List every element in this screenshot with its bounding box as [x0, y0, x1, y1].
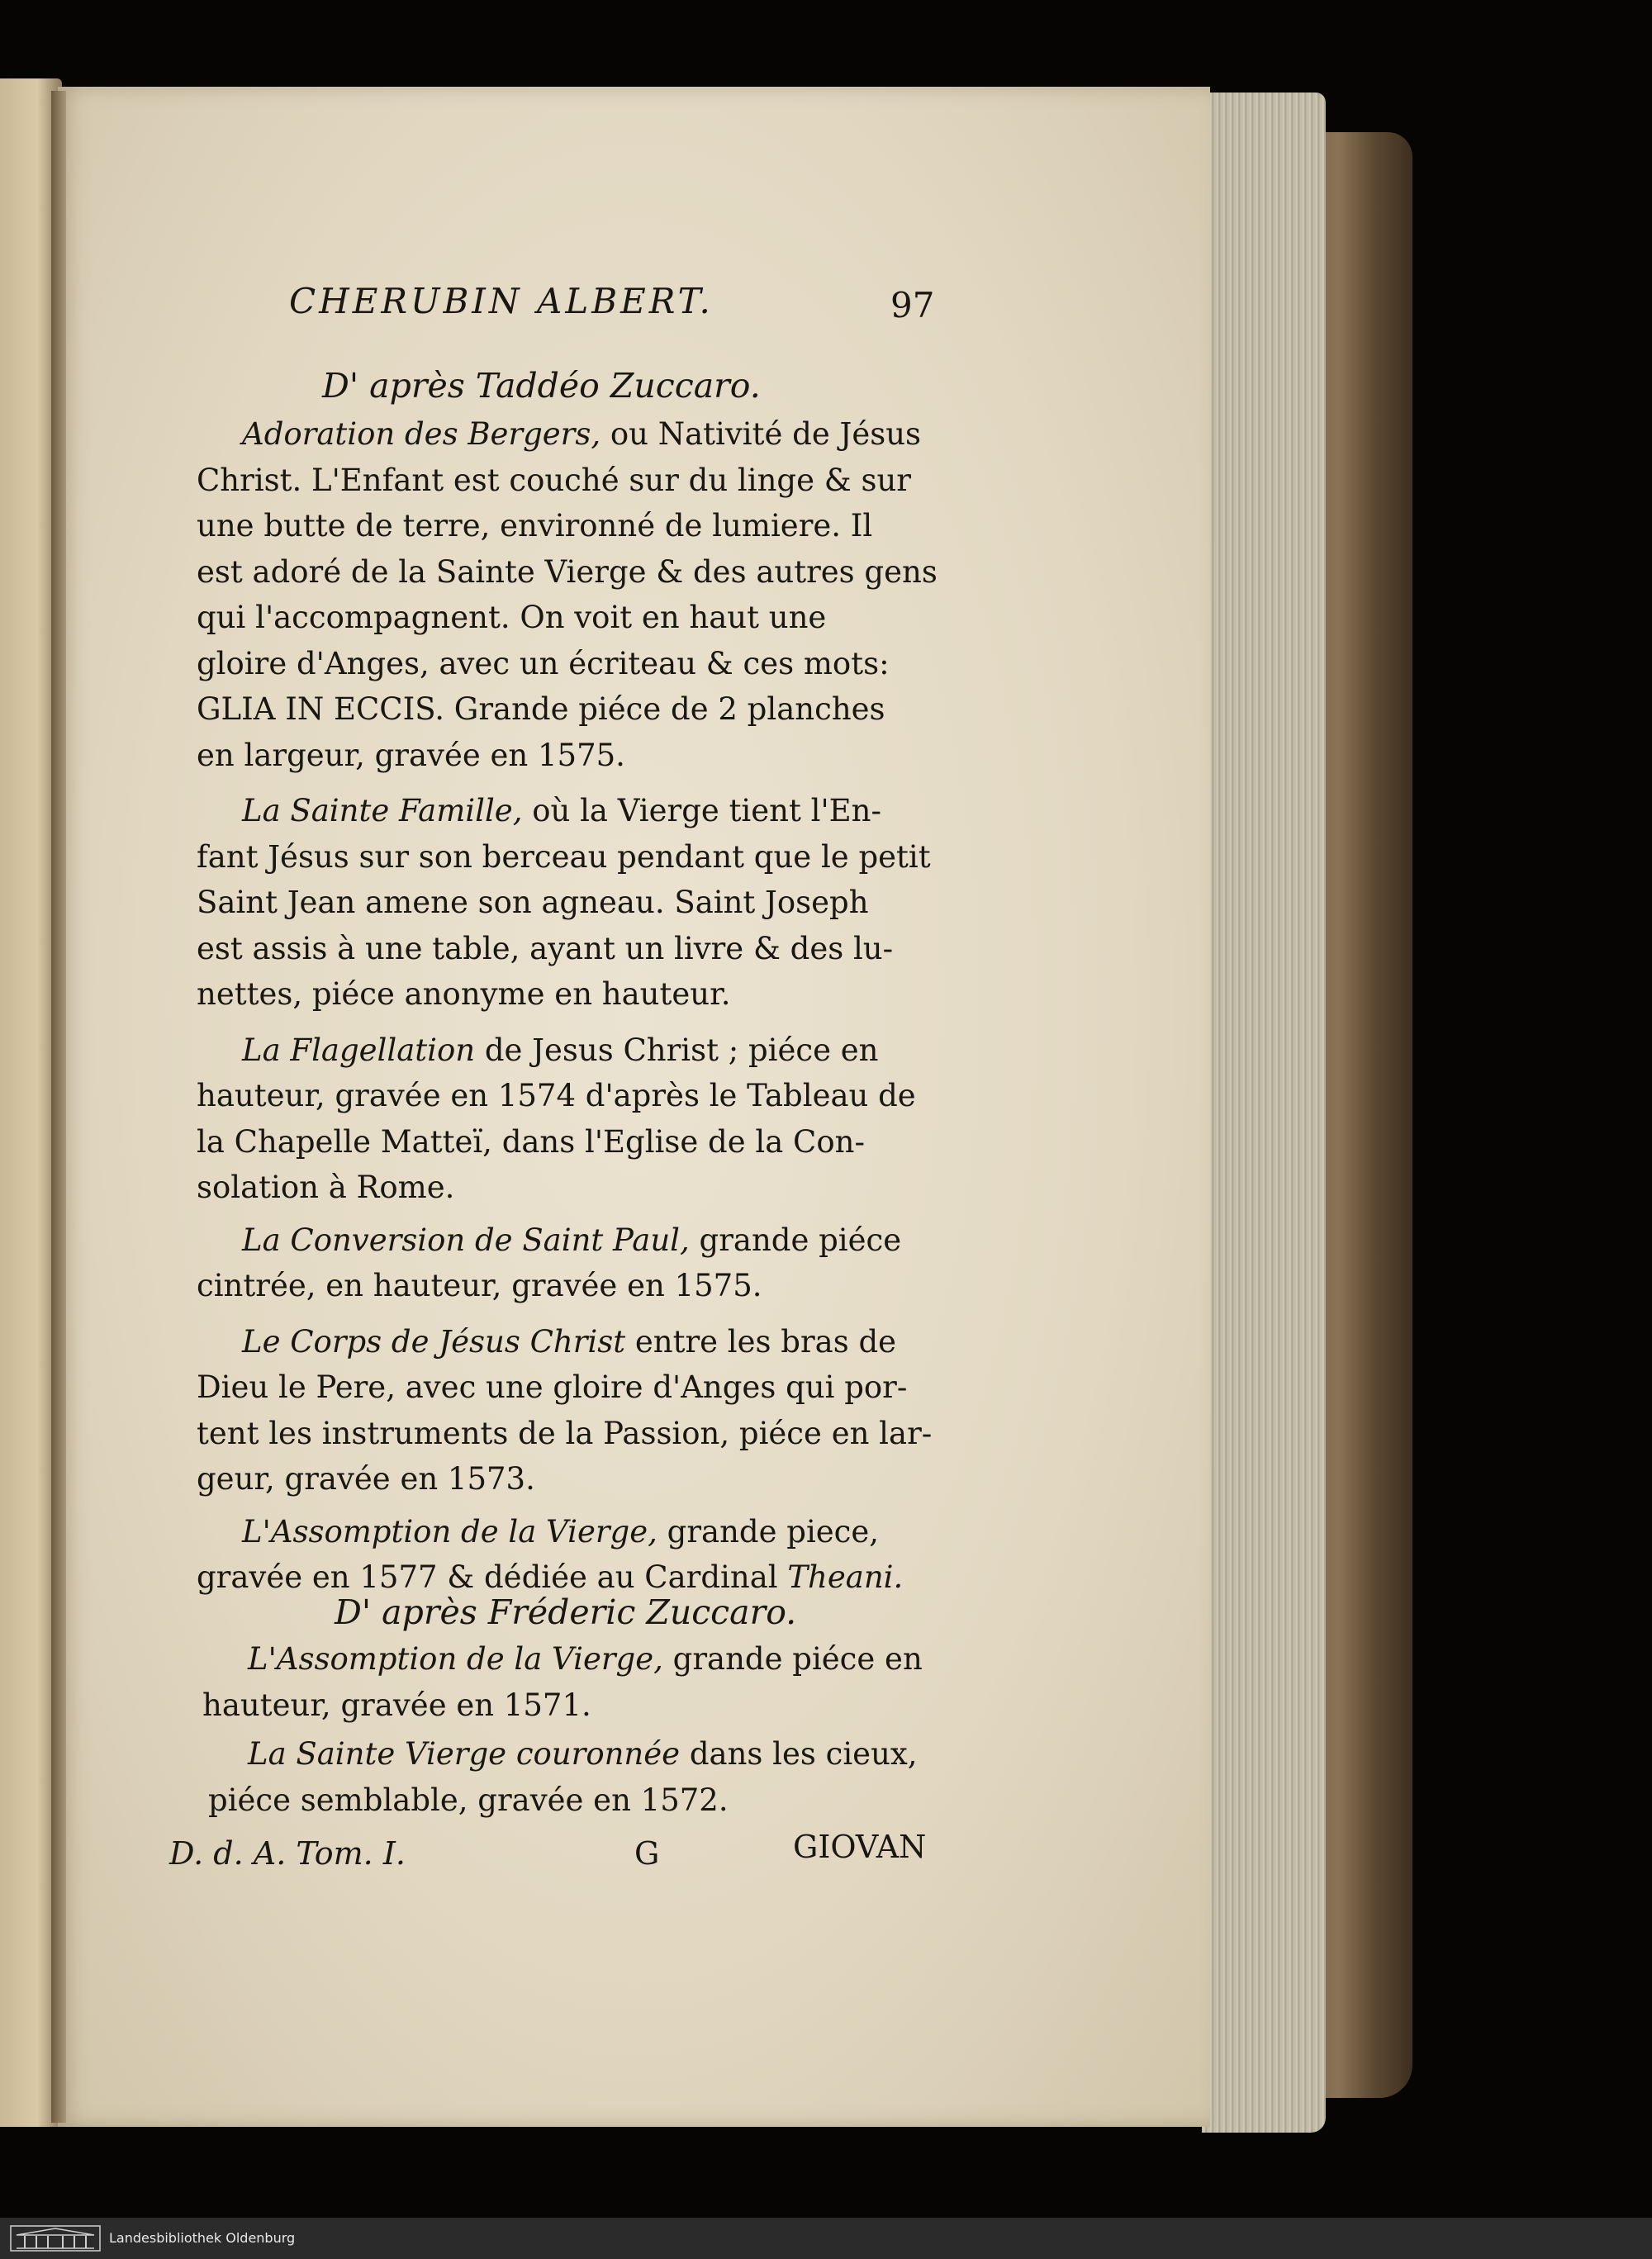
text-line — [242, 416, 922, 452]
text-line — [197, 737, 625, 773]
text-line — [242, 1032, 879, 1068]
line-text: grande piéce — [689, 1222, 902, 1258]
line-text: piéce semblable, gravée en 1572. — [208, 1782, 729, 1818]
line-text: fant Jésus sur son berceau pendant que le petit — [197, 838, 931, 875]
signature-letter: G — [634, 1835, 660, 1872]
line-text: dans les cieux, — [680, 1736, 918, 1772]
line-text: geur, gravée en 1573. — [197, 1461, 535, 1497]
library-building-icon — [10, 2225, 101, 2252]
text-line — [197, 930, 894, 966]
section-heading-taddeo: D' après Taddéo Zuccaro. — [322, 366, 761, 406]
line-text: ou Nativité de Jésus — [601, 416, 922, 452]
line-text: grande piece, — [657, 1513, 880, 1550]
work-title: La Sainte Vierge couronnée — [248, 1736, 681, 1772]
line-text: en largeur, gravée en 1575. — [197, 737, 625, 773]
line-text: de Jesus Christ ; piéce en — [475, 1032, 879, 1068]
running-head: CHERUBIN ALBERT. — [289, 281, 714, 321]
text-line — [197, 1123, 865, 1160]
text-line — [197, 887, 869, 918]
text-line — [197, 602, 826, 633]
line-text: nettes, piéce anonyme en hauteur. — [197, 976, 731, 1012]
work-title: Le Corps de Jésus Christ — [242, 1323, 626, 1360]
line-text: cintrée, en hauteur, gravée en 1575. — [197, 1268, 762, 1303]
work-title: La Conversion de Saint Paul, — [242, 1222, 690, 1258]
line-text: une butte de terre, environné de lumiere. Il — [197, 508, 873, 543]
page-block-edges — [1202, 93, 1326, 2133]
section-heading-frederic: D' après Fréderic Zuccaro. — [335, 1592, 797, 1632]
text-line — [248, 1736, 918, 1772]
line-text: solation à Rome. — [197, 1170, 455, 1205]
line-text: est assis à une table, ayant un livre & des lu- — [197, 930, 894, 966]
text-line — [242, 795, 881, 826]
work-title: Adoration des Bergers, — [242, 416, 601, 452]
text-line — [197, 553, 938, 590]
page-number: 97 — [890, 285, 935, 325]
text-line — [242, 1323, 897, 1360]
cardinal-name: Theani. — [787, 1559, 904, 1595]
text-line — [248, 1641, 923, 1677]
line-text: Christ. L'Enfant est couché sur du linge & sur — [197, 462, 911, 498]
text-line — [197, 1369, 908, 1405]
line-text: GLIA IN ECCIS. Grande piéce de 2 planches — [197, 691, 885, 727]
text-line — [197, 976, 731, 1012]
book-gutter — [51, 91, 66, 2123]
text-line — [242, 1513, 880, 1550]
line-text: gravée en 1577 & dédiée au Cardinal — [197, 1559, 788, 1595]
viewer-footer-bar — [0, 2218, 1652, 2259]
line-text: la Chapelle Matteï, dans l'Eglise de la Con- — [197, 1123, 865, 1160]
work-title: La Sainte Famille, — [242, 793, 523, 828]
text-line — [242, 1222, 902, 1258]
line-text: Dieu le Pere, avec une gloire d'Anges qui por- — [197, 1369, 908, 1405]
work-title: L'Assomption de la Vierge, — [242, 1513, 657, 1550]
catchword: GIOVAN — [793, 1829, 927, 1865]
text-line — [197, 1415, 933, 1451]
text-line — [197, 645, 890, 681]
line-text: qui l'accompagnent. On voit en haut une — [197, 600, 827, 635]
text-line — [202, 1687, 591, 1723]
line-text: où la Vierge tient l'En- — [522, 793, 881, 828]
line-text: hauteur, gravée en 1574 d'après le Tableau de — [197, 1078, 916, 1113]
work-title: L'Assomption de la Vierge, — [248, 1641, 663, 1677]
line-text: gloire d'Anges, avec un écriteau & ces mots: — [197, 645, 890, 681]
text-line — [208, 1782, 729, 1818]
line-text: Saint Jean amene son agneau. Saint Joseph — [197, 885, 869, 920]
text-line — [197, 1461, 535, 1497]
line-text: est adoré de la Sainte Vierge & des autres gens — [197, 553, 938, 590]
line-text: hauteur, gravée en 1571. — [202, 1687, 591, 1723]
text-line — [197, 838, 931, 875]
text-line — [197, 691, 885, 727]
text-line — [197, 1270, 762, 1301]
line-text: grande piéce en — [662, 1641, 923, 1677]
text-line — [197, 1080, 916, 1111]
signature-mark: D. d. A. Tom. I. — [169, 1835, 406, 1872]
work-title: La Flagellation — [242, 1032, 476, 1068]
text-line — [197, 462, 911, 498]
text-line — [197, 1172, 454, 1203]
line-text: entre les bras de — [625, 1323, 897, 1360]
text-line — [197, 1559, 904, 1595]
text-line — [197, 510, 872, 541]
line-text: tent les instruments de la Passion, piéce en lar- — [197, 1415, 933, 1451]
library-name[interactable]: Landesbibliothek Oldenburg — [109, 2230, 296, 2246]
